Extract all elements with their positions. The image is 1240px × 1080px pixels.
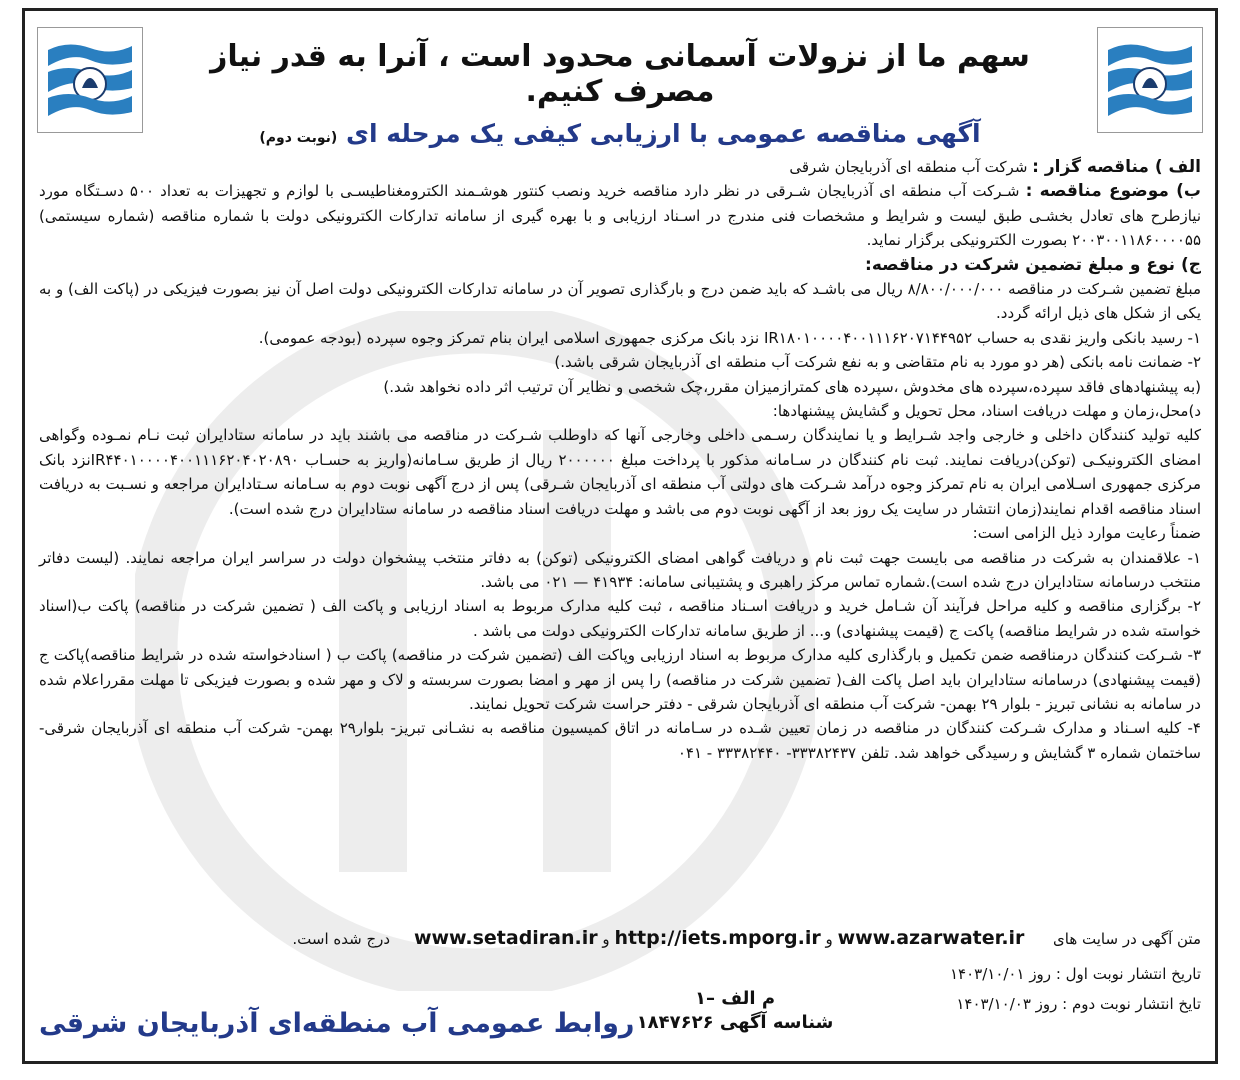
- section-d-item-1: ۱- علاقمندان به شرکت در مناقصه می بایست جهت ثبت نام و دریافت گواهی امضای الکترونیکی (توکن) به دفاتر منتخب پیشخوان دولت در سراسر ایران مراجعه نمایند. (لیست دفاتر منتخب درسامانه ستادایران درج شده است).شماره تماس مرکز راهبری و پشتیبانی سامانه: ۴۱۹۳۴ — ۰۲۱ می باشد.: [39, 548, 1201, 591]
- section-c-heading: [39, 253, 1201, 277]
- section-b: [39, 179, 1201, 252]
- site-link-setadiran[interactable]: www.setadiran.ir: [413, 927, 598, 949]
- publish-dates: [950, 959, 1201, 1019]
- sites-and-1: و: [825, 930, 833, 948]
- section-b-label: ب) موضوع مناقصه :: [1025, 181, 1202, 202]
- section-c-item-1: ۱- رسید بانکی واریز نقدی به حساب IR۱۸۰۱۰۰۰۰۴۰۰۱۱۱۶۲۰۷۱۴۴۹۵۲ نزد بانک مرکزی جمهوری اسلامی ایران بنام تمرکز وجوه سپرده (بودجه عمومی).: [258, 328, 1201, 347]
- tender-title: [155, 119, 1085, 148]
- water-company-logo-icon: [1098, 28, 1202, 132]
- ad-code-line-1: م الف –۱: [694, 988, 776, 1009]
- sites-and-2: و: [602, 930, 610, 948]
- site-link-iets[interactable]: http://iets.mporg.ir: [614, 927, 821, 949]
- section-d-heading: د)محل،زمان و مهلت دریافت اسناد، محل تحویل و گشایش پیشنهادها:: [772, 402, 1201, 421]
- section-d-item-2: ۲- برگزاری مناقصه و کلیه مراحل فرآیند آن شـامل خرید و دریافت اسـناد مناقصه ، ثبت کلیه مدارک مربوط به اسناد ارزیابی و پاکت الف ( تضمین شرکت در مناقصه) پاکت ب(اسناد خواسته شده در شرایط مناقصه) پاکت ج (قیمت پیشنهادی) و... از طریق سامانه تدارکات الکترونیکی دولت می باشد .: [39, 597, 1201, 640]
- logo-left: [37, 27, 143, 133]
- section-c-item-2: ۲- ضمانت نامه بانکی (هر دو مورد به نام متقاضی و به نفع شرکت آب منطقه ای آذربایجان شرقی باشد.): [554, 353, 1201, 372]
- tender-title-text: آگهی مناقصه عمومی با ارزیابی کیفی یک مرحله ای: [346, 119, 981, 148]
- section-b-text: شـرکت آب منطقه ای آذربایجان شـرقی در نظر دارد مناقصه خرید ونصب کنتور هوشـمند الکترومغناطیسـی با لوازم و تجهیزات به تعداد ۵۰۰ دسـتگاه مورد نیازطرح های تعادل بخشـی طبق لیست و شرایط و مشخصات فنی مندرج در اسـناد ارزیابی و با بهره گیری از سامانه تدارکات الکترونیکی دولت با شماره مناقصه (شماره سیستمی) ۲۰۰۳۰۰۱۱۸۶۰۰۰۰۵۵ بصورت الکترونیکی برگزار نماید.: [39, 182, 1201, 250]
- sites-prefix: متن آگهی در سایت های: [1053, 930, 1201, 948]
- first-publish-date: تاریخ انتشار نوبت اول : روز ۱۴۰۳/۱۰/۰۱: [949, 965, 1201, 983]
- site-link-azarwater[interactable]: www.azarwater.ir: [837, 927, 1025, 949]
- section-c-note: (به پیشنهادهای فاقد سپرده،سپرده های مخدوش ،سپرده های کمترازمیزان مقرر،چک شخصی و نظایر آن ترتیب اثر داده نخواهد شد.): [383, 377, 1201, 396]
- tender-round-note: (نوبت دوم): [259, 130, 338, 146]
- section-d-item-4: ۴- کلیه اسـناد و مدارک شـرکت کنندگان در مناقصه در زمان تعیین شـده در سـامانه در اتاق کمیسیون مناقصه به نشـانی تبریز- بلوار۲۹ بهمن- شرکت آب منطقه ای آذربایجان شرقی- ساختمان شماره ۳ گشایش و رسیدگی خواهد شد. تلفن ۳۳۳۸۲۴۳۷- ۳۳۳۸۲۴۴۰ - ۰۴۱: [39, 719, 1201, 762]
- public-relations-signature: روابط عمومی آب منطقه‌ای آذربایجان شرقی: [39, 1008, 635, 1039]
- water-company-logo-icon: [38, 28, 142, 132]
- section-d-item-3: ۳- شـرکت کنندگان درمناقصه ضمن تکمیل و بارگذاری کلیه مدارک مربوط به اسناد ارزیابی وپاکت الف (تضمین شرکت در مناقصه) پاکت ب ( اسنادخواسته شده در شرایط مناقصه)پاکت ج (قیمت پیشنهادی) درسامانه ستادایران باید اصل پاکت الف( تضمین شرکت در مناقصه) را پس از مهر و امضا بصورت سربسته و لاک و مهر شده و بصورت فیزیکی تا مهلت مقرراعلام شده در سامانه به نشانی تبریز - بلوار ۲۹ بهمن- شرکت آب منطقه ای آذربایجان شرقی - دفتر حراست شرکت تحویل نمایند.: [39, 646, 1201, 713]
- section-d-requirements: ضمناً رعایت موارد ذیل الزامی است:: [972, 524, 1201, 543]
- websites-line: [39, 927, 1201, 949]
- section-c-paragraph: مبلغ تضمین شـرکت در مناقصه ۸/۸۰۰/۰۰۰/۰۰۰ ریال می باشـد که باید ضمن درج و بارگذاری تصویر آن در سامانه تدارکات الکترونیکی دولت اصل آن نیز بصورت فیزیکی در (پاکت الف) و به یکی از شکل های ذیل ارائه گردد.: [39, 280, 1201, 323]
- section-a-text: شرکت آب منطقه ای آذربایجان شرقی: [789, 158, 1028, 176]
- second-publish-date: تایخ انتشار نوبت دوم : روز ۱۴۰۳/۱۰/۰۳: [956, 995, 1201, 1013]
- section-c-label: ج) نوع و مبلغ تضمین شرکت در مناقصه:: [865, 254, 1201, 275]
- section-a-label: الف ) مناقصه گزار :: [1032, 157, 1201, 177]
- advertisement-frame: [22, 8, 1218, 1064]
- sites-suffix: درج شده است.: [292, 930, 391, 948]
- ad-id: شناسه آگهی ۱۸۴۷۶۲۶: [636, 1012, 834, 1033]
- slogan-headline: سهم ما از نزولات آسمانی محدود است ، آنرا به قدر نیاز مصرف کنیم.: [210, 39, 1030, 109]
- section-a: [39, 155, 1201, 179]
- section-d-paragraph: کلیه تولید کنندگان داخلی و خارجی واجد شـرایط و یا نمایندگان رسـمی داخلی وخارجی آنها که داوطلب شـرکت در مناقصه می باشند باید در سامانه ستادایران ثبت نـام نمـوده وگواهی امضای الکترونیکـی (توکن)دریافت نمایند. ثبت نام کنندگان در سـامانه مذکور با پرداخت مبلغ ۲۰۰۰۰۰۰ ریال از طریق سـامانه(واریز به حسـاب IR۴۴۰۱۰۰۰۰۴۰۰۱۱۱۶۲۰۴۰۲۰۸۹۰نزد بانک مرکزی جمهوری اسـلامی ایران به نام تمرکز وجوه درآمد شـرکت های دولتی آب منطقه ای آذربایجان شـرقی) پس از درج آگهی نوبت دوم به سـامانه سـتادایران مراجعه و نسـبت به دریافت اسناد مناقصه اقدام نمایند(زمان انتشار در سایت یک روز بعد از آگهی نوبت دوم می باشد و مهلت دریافت اسناد مناقصه در سامانه ستادایران درج شده است).: [39, 426, 1202, 518]
- logo-right: [1097, 27, 1203, 133]
- advertisement-body: [39, 155, 1201, 765]
